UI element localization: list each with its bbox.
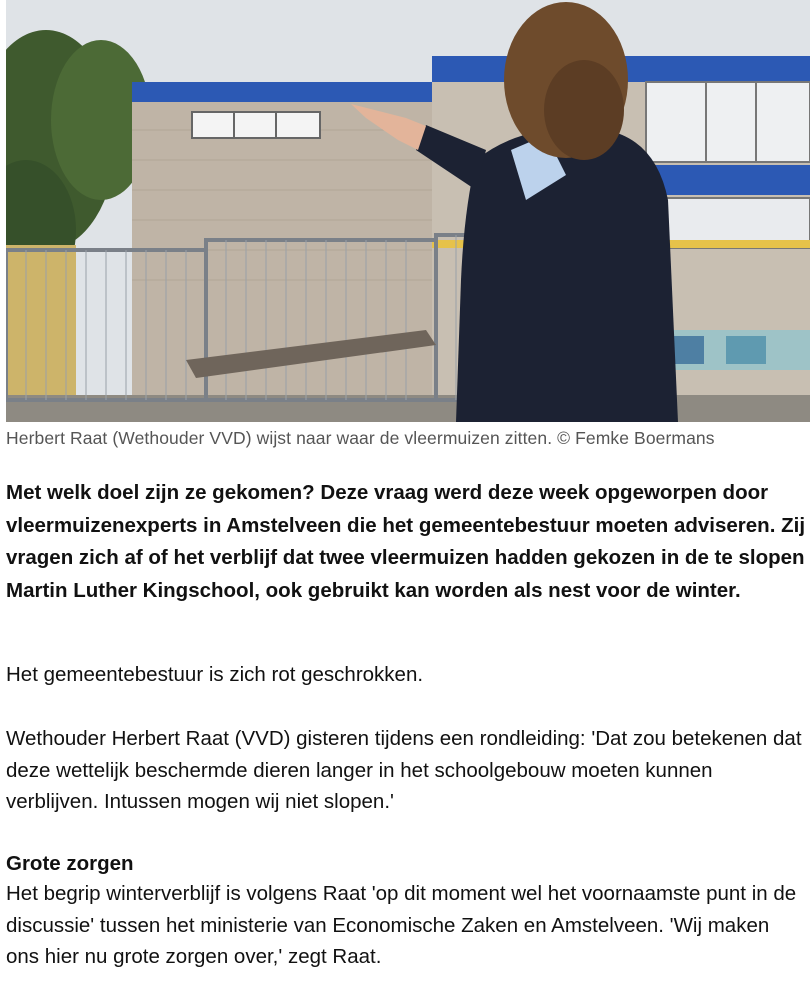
photo-caption: Herbert Raat (Wethouder VVD) wijst naar waar de vleermuizen zitten. © Femke Boermans: [6, 428, 715, 448]
article-paragraph: Het gemeentebestuur is zich rot geschrokken.: [6, 663, 424, 686]
article-photo: [6, 0, 810, 422]
section-heading: Grote zorgen: [6, 852, 134, 875]
article-paragraph: Wethouder Herbert Raat (VVD) gisteren tijdens een rondleiding: 'Dat zou betekenen dat deze wettelijk beschermde dieren langer in het schoolgebouw moeten kunnen verblijven. Intussen mogen wij niet slopen.': [6, 727, 802, 813]
article-lead: Met welk doel zijn ze gekomen? Deze vraag werd deze week opgeworpen door vleermuizenexperts in Amstelveen die het gemeentebestuur moeten adviseren. Zij vragen zich af of het verblijf dat twee vleermuizen hadden gekozen in de te slopen Martin Luther Kingschool, ook gebruikt kan worden als nest voor de winter.: [6, 481, 806, 602]
article-paragraph: Het begrip winterverblijf is volgens Raat 'op dit moment wel het voornaamste punt in de discussie' tussen het ministerie van Economische Zaken en Amstelveen. 'Wij maken ons hier nu grote zorgen over,' zegt Raat.: [6, 882, 797, 968]
